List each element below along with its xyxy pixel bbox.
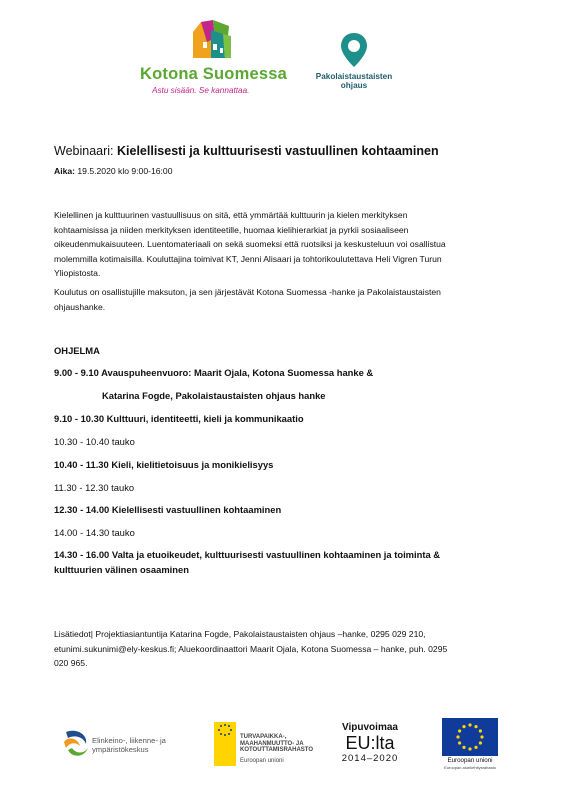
kotona-suomessa-logo — [140, 18, 290, 100]
program-item: 14.00 - 14.30 tauko — [54, 527, 135, 538]
contact-line: 020 965. — [54, 658, 88, 669]
amif-label — [240, 734, 313, 764]
ely-line2: ympäristökeskus — [92, 745, 149, 754]
program-item: 14.30 - 16.00 Valta ja etuoikeudet, kulttuurisesti vastuullinen kohtaaminen ja toiminta & — [54, 549, 441, 560]
ely-label — [92, 736, 166, 754]
webinar-prefix: Webinaari: — [54, 144, 117, 158]
program-item: kulttuurien välinen osaaminen — [54, 564, 189, 575]
eu-flag-icon — [442, 718, 498, 756]
eu-label — [442, 758, 498, 771]
eu-line1: Euroopan unioni — [447, 757, 493, 764]
amif-logo — [214, 722, 324, 770]
ely-line1: Elinkeino-, liikenne- ja — [92, 736, 166, 745]
vipuvoimaa-years: 2014–2020 — [341, 753, 399, 764]
contact-line: etunimi.sukunimi@ely-keskus.fi; Aluekoordinaattori Maarit Ojala, Kotona Suomessa – hanke, puh. 0295 — [54, 643, 448, 654]
eu-line2: Euroopan aluekehitysrahasto — [444, 764, 496, 770]
amif-line3: KOTOUTTAMISRAHASTO — [240, 747, 313, 753]
kotona-suomessa-wordmark: Kotona Suomessa — [140, 65, 287, 83]
webinar-title — [54, 144, 439, 158]
program-item: 9.00 - 9.10 Avauspuheenvuoro: Maarit Ojala, Kotona Suomessa hanke & — [54, 367, 374, 378]
program-item: Katarina Fogde, Pakolaistaustaisten ohjaus hanke — [102, 390, 326, 401]
pakolaistaustaisten-ohjaus-logo — [304, 32, 404, 94]
amif-line4: Euroopan unioni — [240, 757, 284, 764]
pakolais-line2: ohjaus — [340, 81, 368, 90]
date-value: 19.5.2020 klo 9:00-16:00 — [75, 166, 173, 176]
intro-line: ohjaushanke. — [54, 301, 106, 312]
program-item: 10.30 - 10.40 tauko — [54, 436, 135, 447]
amif-yellow-block — [214, 738, 236, 766]
intro-line: oikeudenmukaisuuteen. Luentomateriaali on sekä suomeksi että ruotsiksi ja keskusteluun voi osallistua — [54, 239, 446, 250]
ely-keskus-logo — [62, 726, 192, 766]
vipuvoimaa-logo — [330, 722, 410, 772]
intro-line: molemmilla kotimaisilla. Kouluttajina toimivat KT, Jenni Alisaari ja tohtorikoulutettava Heli Vigren Turun — [54, 253, 442, 264]
pakolais-line1: Pakolaistaustaisten — [315, 72, 393, 81]
vipuvoimaa-title: Vipuvoimaa — [342, 722, 398, 733]
location-pin-icon — [339, 32, 369, 68]
intro-line: Yliopistosta. — [54, 268, 101, 279]
vipuvoimaa-eu: EU:lta — [345, 733, 395, 753]
intro-line: Koulutus on osallistujille maksuton, ja sen järjestävät Kotona Suomessa -hanke ja Pakolaistaustaisten — [54, 287, 441, 297]
eu-flag-small-icon — [214, 722, 236, 738]
amif-line1: TURVAPAIKKA-, — [240, 734, 287, 740]
webinar-date — [54, 164, 173, 179]
contact-line: Lisätiedot| Projektiasiantuntija Katarina Fogde, Pakolaistaustaisten ohjaus –hanke, 0295 029 210, — [54, 629, 426, 639]
program-heading: OHJELMA — [54, 345, 100, 356]
program-item: 11.30 - 12.30 tauko — [54, 482, 135, 493]
contact-info — [54, 627, 447, 671]
intro-paragraph-2 — [54, 285, 441, 314]
house-icon — [189, 18, 235, 62]
date-label: Aika: — [54, 166, 76, 176]
program-item: 12.30 - 14.00 Kielellisesti vastuullinen kohtaaminen — [54, 504, 282, 515]
webinar-name: Kielellisesti ja kulttuurisesti vastuullinen kohtaaminen — [117, 144, 439, 158]
kotona-suomessa-slogan: Astu sisään. Se kannattaa. — [152, 86, 250, 95]
ely-swirl-icon — [62, 728, 90, 762]
intro-line: kohtaamisissa ja niiden merkityksen identiteetille, huomaa kielihierarkiat ja pyrkii sosiaaliseen — [54, 224, 409, 235]
eu-flag-logo — [442, 718, 498, 772]
amif-line2: MAAHANMUUTTO- JA — [240, 740, 304, 747]
intro-line: Kielellinen ja kulttuurinen vastuullisuus on sitä, että ymmärtää kulttuurin ja kielen merkityksen — [54, 210, 408, 220]
program-item: 9.10 - 10.30 Kulttuuri, identiteetti, kieli ja kommunikaatio — [54, 413, 304, 424]
intro-paragraph-1 — [54, 208, 446, 281]
program-item: 10.40 - 11.30 Kieli, kielitietoisuus ja monikielisyys — [54, 459, 274, 470]
